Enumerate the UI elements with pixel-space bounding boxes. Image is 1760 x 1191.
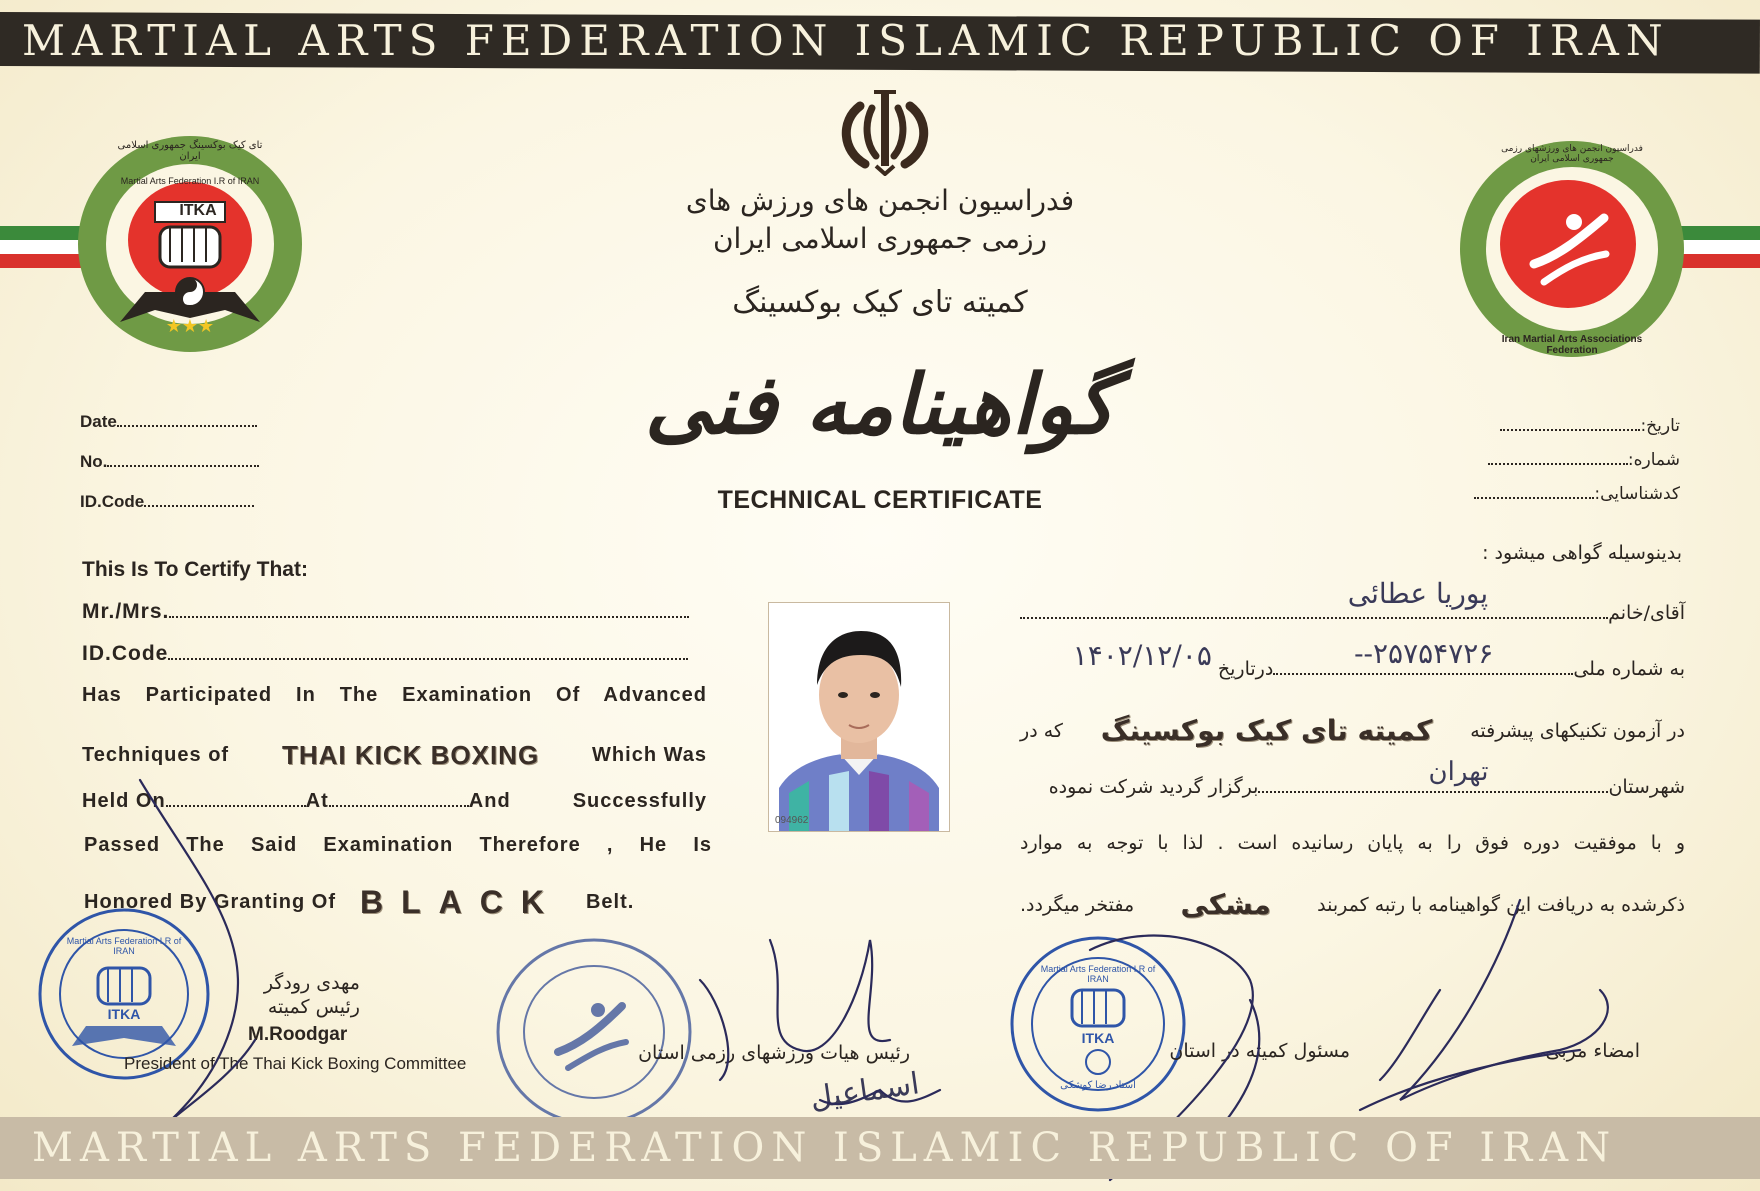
- en-line-1: Has Participated In The Examination Of Advanced: [82, 684, 707, 706]
- fa-city-label: شهرستان: [1608, 776, 1685, 798]
- fa-date-label: درتاریخ: [1217, 658, 1274, 680]
- meta-no-fa: [1490, 450, 1680, 470]
- top-band-text: MARTIAL ARTS FEDERATION ISLAMIC REPUBLIC OF IRAN: [22, 16, 1670, 65]
- fa-city-row: [1020, 757, 1685, 798]
- meta-id-fa: [1480, 484, 1680, 504]
- seal-federation-center: [494, 934, 694, 1130]
- en-sport-name: THAI KICK BOXING: [281, 740, 540, 770]
- en-id-code-label: ID.Code: [82, 642, 169, 665]
- federation-ring-text-en: Iran Martial Arts Associations Federation: [1501, 334, 1643, 356]
- portrait-graphic: [769, 603, 949, 831]
- itka-logo: [75, 132, 305, 356]
- fa-national-id-value: ۲۵۷۵۴۷۲۶--: [1354, 637, 1494, 670]
- meta-date-en: [80, 412, 257, 432]
- en-id-code: [82, 642, 688, 666]
- itka-stars: ★★★: [165, 316, 215, 337]
- fa-city-value: تهران: [1428, 757, 1489, 787]
- federation-name: [620, 182, 1140, 258]
- seal-federation-graphic: [494, 934, 694, 1130]
- itka-inner-text: Martial Arts Federation I.R of IRAN: [120, 176, 260, 186]
- seal-1-text: Martial Arts Federation I.R of IRAN: [66, 936, 182, 956]
- meta-no-fa-label: شماره:: [1627, 450, 1680, 470]
- en-line-4: Passed The Said Examination Therefore , He Is: [84, 834, 712, 856]
- seal-3-text: Martial Arts Federation I.R of IRAN: [1040, 964, 1156, 984]
- meta-date-fa: [1490, 416, 1680, 436]
- en-line-3-post: And Successfully: [468, 790, 707, 812]
- fa-line-6-pre: ذکرشده به دریافت این گواهینامه با رتبه کمربند: [1317, 893, 1685, 916]
- fa-city-post: برگزار گردید شرکت نموده: [1048, 776, 1259, 798]
- meta-date-fa-label: تاریخ:: [1640, 416, 1680, 436]
- fa-id-row: [990, 637, 1685, 680]
- certificate-title-en: TECHNICAL CERTIFICATE: [717, 486, 1043, 514]
- fa-line-3: [1020, 714, 1685, 747]
- meta-id-en-label: ID.Code: [80, 492, 145, 511]
- en-line-5-pre: Honored By Granting Of: [84, 891, 336, 913]
- fa-sport-name: کمیته تای کیک بوکسینگ: [1100, 714, 1433, 747]
- photo-serial: 094962: [775, 815, 809, 826]
- iran-emblem-icon: [830, 86, 940, 176]
- en-belt-name: BLACK: [360, 884, 562, 920]
- flag-stripes-right: [1680, 226, 1760, 268]
- en-mr-mrs: [82, 600, 689, 624]
- en-line-5-post: Belt.: [585, 891, 635, 913]
- profile-photo: [768, 602, 950, 832]
- en-at-label: At: [305, 790, 329, 812]
- federation-line-1: فدراسیون انجمن های ورزش های: [685, 184, 1075, 217]
- seal-1-badge: ITKA: [107, 1006, 141, 1022]
- seal-3-bottom: استاد رضا کوشکی: [1060, 1080, 1136, 1091]
- fa-date-value: ۱۴۰۲/۱۲/۰۵: [1072, 639, 1212, 672]
- coach-signature-title: امضاء مربی: [1545, 1040, 1640, 1062]
- fa-national-id-label: به شماره ملی: [1573, 658, 1685, 680]
- bottom-band-text: MARTIAL ARTS FEDERATION ISLAMIC REPUBLIC OF IRAN: [32, 1125, 1618, 1171]
- en-line-3: [82, 790, 707, 813]
- en-line-2-pre: Techniques of: [82, 744, 230, 766]
- en-line-2: [82, 740, 707, 771]
- president-name-fa: مهدی رودگر: [263, 972, 360, 994]
- meta-no-en: [80, 452, 259, 472]
- committee-name: کمیته تای کیک بوکسینگ: [732, 285, 1028, 320]
- itka-badge-text: ITKA: [179, 202, 217, 219]
- fa-name-value: پوریا عطائی: [1347, 577, 1489, 610]
- meta-date-en-label: Date: [80, 412, 117, 431]
- fa-belt-name: مشکی: [1180, 888, 1271, 921]
- province-committee-title: مسئول کمیته در استان: [1169, 1040, 1350, 1062]
- handwritten-name: اسماعیل: [808, 1066, 922, 1117]
- fa-line-3-post: که در: [1020, 719, 1063, 742]
- meta-id-en: [80, 492, 254, 512]
- federation-ring-text: فدراسیون انجمن های ورزشهای رزمی جمهوری اسلامی ایران: [1501, 144, 1643, 164]
- fa-line-5: و با موفقیت دوره فوق را به پایان رسانیده است . لذا با توجه به موارد: [1020, 832, 1685, 854]
- itka-ring-text: تای کیک بوکسینگ جمهوری اسلامی ایران: [117, 140, 263, 162]
- fa-line-3-pre: در آزمون تکنیکهای پیشرفته: [1470, 719, 1685, 742]
- president-name-en: M.Roodgar: [248, 1024, 348, 1045]
- fa-line-6-post: مفتخر میگردد.: [1020, 893, 1135, 916]
- seal-3-badge: ITKA: [1081, 1030, 1115, 1046]
- president-role-en: President of The Thai Kick Boxing Committee: [124, 1054, 467, 1073]
- fa-line-6: [1020, 888, 1685, 921]
- federation-logo-graphic: [1456, 138, 1688, 360]
- fa-name-row: [1020, 577, 1685, 624]
- fa-certify: بدینوسیله گواهی میشود :: [1482, 542, 1682, 564]
- president-role-fa: رئیس کمیته: [267, 996, 360, 1018]
- federation-logo: [1456, 138, 1688, 360]
- certificate-title-fa: گواهینامه فنی: [644, 357, 1116, 453]
- federation-line-2: رزمی جمهوری اسلامی ایران: [712, 222, 1048, 255]
- fa-name-label: آقای/خانم: [1608, 602, 1685, 624]
- en-certify: This Is To Certify That:: [82, 558, 308, 581]
- en-mr-mrs-label: Mr./Mrs.: [82, 600, 170, 623]
- en-held-label: Held On: [82, 790, 166, 812]
- en-line-2-post: Which Was: [592, 744, 707, 766]
- meta-id-fa-label: کدشناسایی:: [1594, 484, 1680, 504]
- meta-no-en-label: No.: [80, 452, 108, 471]
- province-head-title: رئیس هیات ورزشهای رزمی استان: [638, 1042, 910, 1064]
- seal-itka-right: [1008, 934, 1188, 1114]
